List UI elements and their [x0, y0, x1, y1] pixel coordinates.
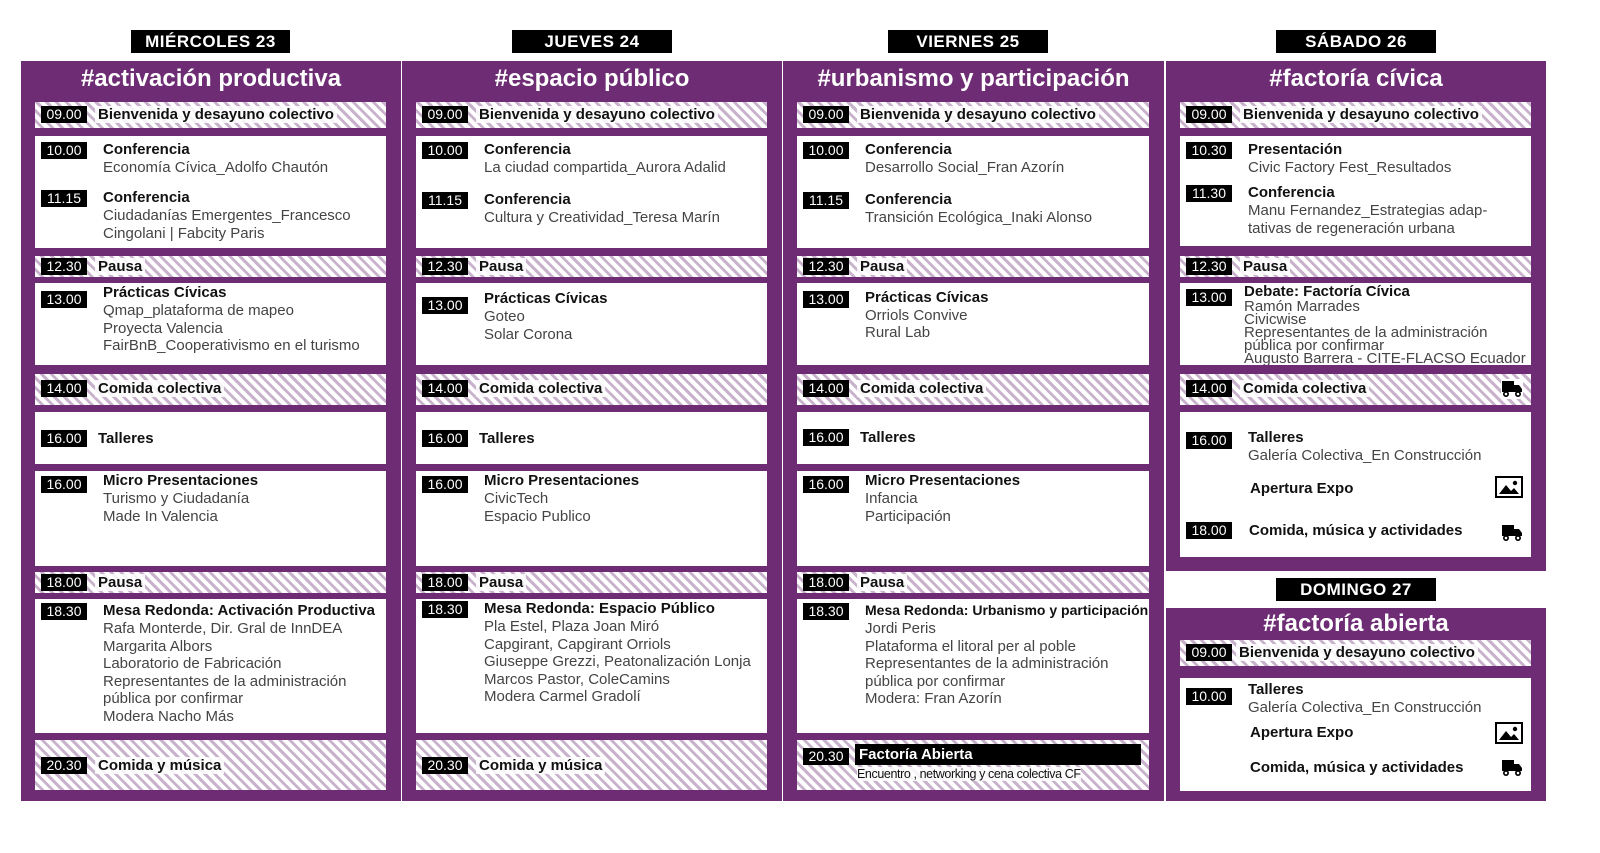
time-badge: 20.30 [803, 748, 849, 765]
event-title: Talleres [95, 430, 157, 447]
day-column-wednesday [21, 61, 401, 801]
time-badge: 09.00 [1186, 644, 1232, 661]
debate-block [1180, 283, 1531, 365]
event-title: Mesa Redonda: Activación Productiva [103, 602, 376, 619]
morning-block [35, 136, 386, 248]
event-detail: Giuseppe Grezzi, Peatonalización Lonja [484, 653, 751, 670]
pause-row [35, 572, 386, 593]
time-badge: 16.00 [803, 476, 849, 493]
workshops-block [416, 412, 767, 464]
time-badge: 12.30 [422, 258, 468, 275]
time-badge: 09.00 [422, 106, 468, 123]
pause-row [416, 572, 767, 593]
micro-block [416, 471, 767, 566]
event-title: Apertura Expo [1250, 480, 1354, 497]
event-title: Comida, música y actividades [1250, 759, 1464, 776]
event-detail: FairBnB_Cooperativismo en el turismo [103, 337, 360, 354]
event-detail: Pla Estel, Plaza Joan Miró [484, 618, 660, 635]
afternoon-block [1180, 412, 1531, 557]
time-badge: 18.00 [803, 574, 849, 591]
workshops-block [35, 412, 386, 464]
welcome-row [1180, 640, 1531, 666]
final-row [416, 740, 767, 790]
event-detail: Representantes de la administración [865, 655, 1109, 672]
event-detail: Capgirant, Capgirant Orriols [484, 635, 671, 653]
time-badge: 14.00 [803, 380, 849, 397]
lunch-row [797, 374, 1149, 405]
event-title: Comida colectiva [857, 380, 986, 397]
event-detail: Civic Factory Fest_Resultados [1248, 159, 1452, 176]
event-title: Conferencia [484, 141, 571, 158]
time-badge: 13.00 [41, 291, 87, 308]
event-title: Conferencia [484, 191, 571, 208]
event-title: Pausa [95, 258, 145, 275]
roundtable-block [416, 599, 767, 733]
time-badge: 09.00 [1186, 106, 1232, 123]
time-badge: 10.00 [803, 142, 849, 159]
event-title: Mesa Redonda: Urbanismo y participación [865, 602, 1149, 618]
event-detail: pública por confirmar [865, 672, 1006, 690]
truck-icon [1501, 379, 1523, 399]
time-badge: 16.00 [1186, 432, 1232, 449]
event-detail: Rafa Monterde, Dir. Gral de InnDEA [103, 620, 343, 637]
lunch-row [1180, 374, 1531, 405]
welcome-row [416, 102, 767, 128]
day-header-wednesday: MIÉRCOLES 23 [131, 30, 290, 53]
event-title: Comida y música [95, 757, 224, 774]
time-badge: 16.00 [422, 430, 468, 447]
event-detail: Manu Fernandez_Estrategias adap- [1248, 202, 1488, 219]
event-detail: Margarita Albors [103, 637, 213, 655]
event-detail: Galería Colectiva_En Construcción [1248, 447, 1482, 464]
day-column-saturday [1166, 61, 1546, 571]
event-detail: tativas de regeneración urbana [1248, 219, 1455, 237]
time-badge: 16.00 [41, 430, 87, 447]
event-detail: Qmap_plataforma de mapeo [103, 302, 294, 319]
event-title: Pausa [95, 574, 145, 591]
time-badge: 11.15 [803, 192, 849, 209]
event-title: Conferencia [1248, 184, 1335, 201]
time-badge: 11.15 [41, 190, 87, 207]
time-badge: 12.30 [1186, 258, 1232, 275]
time-badge: 16.00 [422, 476, 468, 493]
event-detail: Desarrollo Social_Fran Azorín [865, 159, 1065, 176]
time-badge: 18.00 [422, 574, 468, 591]
time-badge: 10.00 [41, 142, 87, 159]
event-title: Bienvenida y desayuno colectivo [95, 106, 337, 123]
event-detail: Laboratorio de Fabricación [103, 655, 282, 672]
truck-icon [1501, 523, 1523, 543]
event-title: Bienvenida y desayuno colectivo [857, 106, 1099, 123]
event-detail: Modera: Fran Azorín [865, 690, 1002, 707]
day-header-sunday: DOMINGO 27 [1276, 578, 1436, 601]
event-detail: Marcos Pastor, ColeCamins [484, 670, 670, 688]
morning-block [416, 136, 767, 248]
picture-icon [1495, 722, 1523, 744]
sunday-activities-block [1180, 678, 1531, 791]
truck-icon [1501, 758, 1523, 778]
event-detail: pública por confirmar [1244, 337, 1385, 354]
pause-row [35, 256, 386, 277]
time-badge: 16.00 [803, 429, 849, 446]
time-badge: 11.30 [1186, 185, 1232, 202]
roundtable-block [35, 599, 386, 733]
day-column-thursday [402, 61, 782, 801]
event-detail: Economía Cívica_Adolfo Chautón [103, 159, 329, 176]
event-title: Conferencia [865, 141, 952, 158]
day-column-sunday [1166, 608, 1546, 801]
event-detail: Modera Nacho Más [103, 707, 234, 725]
event-title: Conferencia [103, 189, 190, 206]
event-detail: Plataforma el litoral per al poble [865, 637, 1076, 655]
time-badge: 18.30 [803, 603, 849, 620]
event-detail: Infancia [865, 490, 918, 507]
time-badge: 18.00 [1186, 522, 1232, 539]
event-title: Pausa [476, 574, 526, 591]
practicas-block [797, 283, 1149, 365]
event-title: Pausa [857, 258, 907, 275]
time-badge: 11.15 [422, 192, 468, 209]
theme-title: #espacio público [494, 65, 690, 92]
time-badge: 18.30 [41, 603, 87, 620]
final-row [35, 740, 386, 790]
time-badge: 09.00 [41, 106, 87, 123]
event-detail: Turismo y Ciudadanía [103, 490, 250, 507]
event-detail: Ciudadanías Emergentes_Francesco [103, 207, 351, 224]
welcome-row [797, 102, 1149, 128]
event-detail: Espacio Publico [484, 507, 591, 525]
micro-block [797, 471, 1149, 566]
theme-title: #factoría cívica [1269, 65, 1443, 92]
event-title: Talleres [1248, 681, 1304, 698]
event-title: Comida, música y actividades [1246, 522, 1465, 539]
event-title: Bienvenida y desayuno colectivo [476, 106, 718, 123]
event-detail: Civicwise [1244, 311, 1307, 328]
pause-row [797, 256, 1149, 277]
practicas-block [416, 283, 767, 365]
event-detail: Goteo [484, 308, 525, 325]
theme-title: #urbanismo y participación [817, 65, 1130, 92]
event-detail: Encuentro , networking y cena colectiva CF [857, 767, 1081, 781]
event-title: Debate: Factoría Cívica [1244, 283, 1410, 300]
event-detail: Orriols Convive [865, 307, 968, 324]
time-badge: 10.00 [422, 142, 468, 159]
final-row [797, 740, 1149, 790]
event-title: Apertura Expo [1250, 724, 1354, 741]
time-badge: 13.00 [1186, 289, 1232, 306]
welcome-row [1180, 102, 1531, 128]
event-title: Pausa [857, 574, 907, 591]
event-title: Comida y música [476, 757, 605, 774]
theme-title: #factoría abierta [1263, 610, 1449, 637]
event-title: Micro Presentaciones [484, 472, 640, 489]
pause-row [416, 256, 767, 277]
day-header-thursday: JUEVES 24 [512, 30, 672, 53]
event-detail: Modera Carmel Gradolí [484, 688, 641, 705]
micro-block [35, 471, 386, 566]
morning-block [1180, 136, 1531, 246]
event-detail: Made In Valencia [103, 507, 218, 525]
time-badge: 20.30 [422, 757, 468, 774]
roundtable-block [797, 599, 1149, 733]
event-title: Talleres [1248, 429, 1304, 446]
theme-title: #activación productiva [80, 65, 342, 92]
time-badge: 13.00 [803, 291, 849, 308]
event-detail: pública por confirmar [103, 690, 244, 707]
event-title: Mesa Redonda: Espacio Público [484, 600, 715, 617]
time-badge: 09.00 [803, 106, 849, 123]
day-column-friday [783, 61, 1164, 801]
time-badge: 18.00 [41, 574, 87, 591]
time-badge: 12.30 [41, 258, 87, 275]
event-detail: CivicTech [484, 490, 549, 507]
event-detail: Proyecta Valencia [103, 319, 223, 337]
event-title: Factoría Abierta [855, 744, 1141, 765]
morning-block [797, 136, 1149, 248]
time-badge: 10.30 [1186, 142, 1232, 159]
picture-icon [1495, 476, 1523, 498]
event-title: Bienvenida y desayuno colectivo [1240, 106, 1482, 123]
event-detail: Jordi Peris [865, 620, 936, 637]
event-detail: Rural Lab [865, 324, 931, 341]
event-detail: Galería Colectiva_En Construcción [1248, 699, 1482, 716]
time-badge: 10.00 [1186, 688, 1232, 705]
pause-row [797, 572, 1149, 593]
time-badge: 14.00 [41, 380, 87, 397]
event-title: Bienvenida y desayuno colectivo [1236, 644, 1478, 661]
event-detail: Participación [865, 507, 951, 525]
time-badge: 14.00 [1186, 380, 1232, 397]
day-header-friday: VIERNES 25 [888, 30, 1048, 53]
lunch-row [35, 374, 386, 405]
event-title: Prácticas Cívicas [484, 290, 608, 307]
event-detail: Cultura y Creatividad_Teresa Marín [484, 209, 720, 226]
event-title: Micro Presentaciones [103, 472, 259, 489]
event-title: Presentación [1248, 141, 1343, 158]
time-badge: 18.30 [422, 601, 468, 618]
time-badge: 13.00 [422, 297, 468, 314]
event-detail: Representantes de la administración [1244, 324, 1488, 341]
lunch-row [416, 374, 767, 405]
event-detail: Ramón Marrades [1244, 298, 1360, 315]
event-title: Comida colectiva [476, 380, 605, 397]
event-detail: Representantes de la administración [103, 672, 347, 690]
event-title: Talleres [857, 429, 919, 446]
event-title: Micro Presentaciones [865, 472, 1021, 489]
event-title: Conferencia [865, 191, 952, 208]
time-badge: 12.30 [803, 258, 849, 275]
pause-row [1180, 256, 1531, 277]
event-detail: Augusto Barrera - CITE-FLACSO Ecuador [1244, 350, 1526, 365]
event-title: Comida colectiva [95, 380, 224, 397]
time-badge: 20.30 [41, 757, 87, 774]
event-title: Comida colectiva [1240, 380, 1369, 397]
event-title: Prácticas Cívicas [865, 289, 989, 306]
time-badge: 16.00 [41, 476, 87, 493]
event-title: Talleres [476, 430, 538, 447]
event-detail: La ciudad compartida_Aurora Adalid [484, 159, 726, 176]
event-detail: Cingolani | Fabcity Paris [103, 224, 265, 242]
day-header-saturday: SÁBADO 26 [1276, 30, 1436, 53]
event-detail: Solar Corona [484, 325, 573, 343]
event-title: Pausa [476, 258, 526, 275]
practicas-block [35, 283, 386, 365]
event-title: Pausa [1240, 258, 1290, 275]
event-detail: Transición Ecológica_Inaki Alonso [865, 209, 1093, 226]
event-title: Conferencia [103, 141, 190, 158]
event-title: Prácticas Cívicas [103, 284, 227, 301]
time-badge: 14.00 [422, 380, 468, 397]
welcome-row [35, 102, 386, 128]
workshops-block [797, 412, 1149, 464]
